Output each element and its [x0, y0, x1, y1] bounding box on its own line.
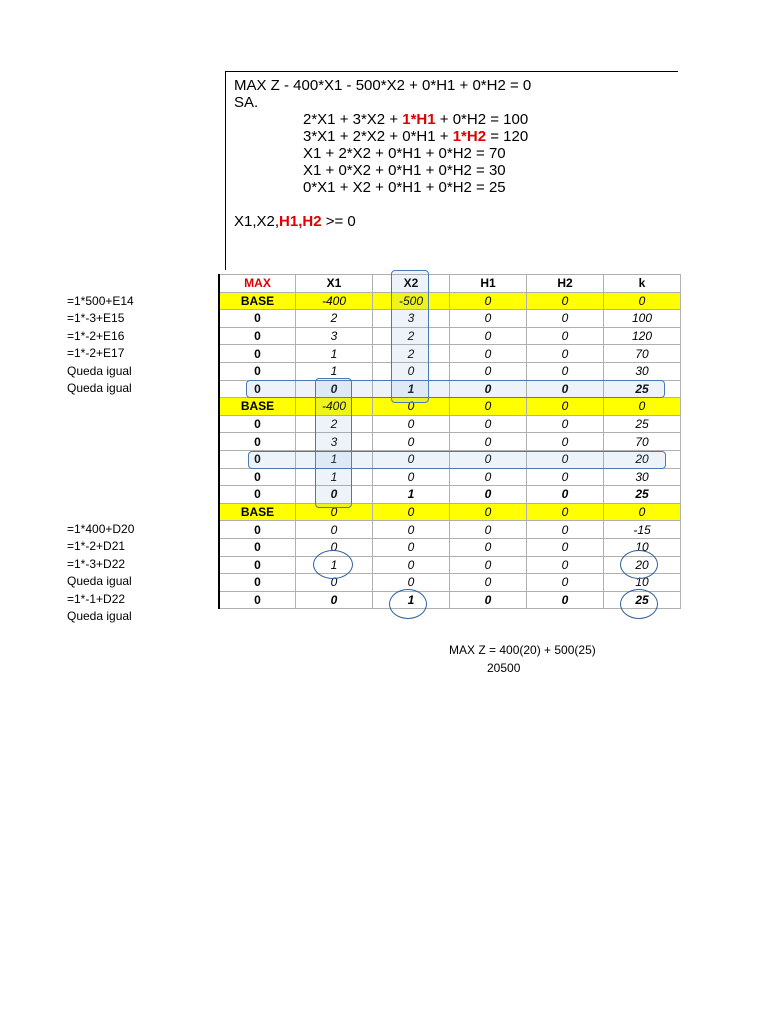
table-cell: 0: [527, 556, 604, 574]
table-cell: 0: [450, 450, 527, 468]
table-cell: 3: [296, 327, 373, 345]
table-row: [219, 292, 681, 310]
nonneg-segment: >= 0: [321, 213, 356, 230]
table-cell: 0: [450, 556, 527, 574]
table-cell: H2: [527, 275, 604, 293]
table-row: [219, 538, 681, 556]
table-cell: 0: [604, 503, 681, 521]
table-cell: 0: [450, 591, 527, 609]
table-cell: 30: [604, 468, 681, 486]
constraint-segment: 3*X1 + 2*X2 + 0*H1 +: [303, 128, 453, 145]
table-cell: 0: [373, 538, 450, 556]
table-cell: 0: [527, 327, 604, 345]
subject-to-label: SA.: [234, 94, 259, 111]
non-negativity-constraint: [234, 213, 356, 230]
table-row: [219, 380, 681, 398]
table-cell: 0: [527, 538, 604, 556]
table-cell: k: [604, 275, 681, 293]
table-cell: 25: [604, 486, 681, 504]
table-cell: 0: [373, 574, 450, 592]
table-cell: 30: [604, 362, 681, 380]
table-cell: 0: [219, 345, 296, 363]
table-cell: 0: [527, 415, 604, 433]
table-cell: -15: [604, 521, 681, 539]
constraint-line: [303, 179, 506, 196]
table-cell: 0: [450, 503, 527, 521]
table-row: [219, 486, 681, 504]
table-cell: 0: [373, 450, 450, 468]
table-cell: 1: [373, 486, 450, 504]
table-cell: 0: [373, 521, 450, 539]
table-cell: 0: [450, 345, 527, 363]
side-note: =1*-2+D21: [67, 539, 126, 554]
table-cell: 10: [604, 574, 681, 592]
table-cell: 0: [450, 310, 527, 328]
table-cell: 0: [296, 591, 373, 609]
table-cell: 0: [296, 574, 373, 592]
table-cell: 2: [373, 345, 450, 363]
constraint-segment: = 120: [486, 128, 529, 145]
table-cell: 0: [219, 521, 296, 539]
table-cell: 0: [450, 521, 527, 539]
table-row: [219, 275, 681, 293]
table-cell: 70: [604, 345, 681, 363]
table-cell: 1: [373, 380, 450, 398]
nonneg-segment: H1,H2: [279, 213, 322, 230]
table-row: [219, 327, 681, 345]
table-cell: X1: [296, 275, 373, 293]
table-cell: 25: [604, 591, 681, 609]
side-note: =1*-3+D22: [67, 556, 126, 571]
constraint-segment: X1 + 2*X2 + 0*H1 + 0*H2 = 70: [303, 145, 506, 162]
table-row: [219, 415, 681, 433]
table-cell: 20: [604, 450, 681, 468]
table-cell: 0: [527, 362, 604, 380]
table-cell: 120: [604, 327, 681, 345]
table-cell: 0: [219, 486, 296, 504]
table-cell: 0: [219, 556, 296, 574]
table-cell: 100: [604, 310, 681, 328]
table-cell: 0: [296, 521, 373, 539]
table-cell: 0: [373, 362, 450, 380]
table-cell: 0: [527, 398, 604, 416]
table-cell: 0: [450, 538, 527, 556]
side-note: =1*-3+E15: [67, 311, 125, 326]
table-cell: 0: [604, 398, 681, 416]
table-cell: 0: [373, 433, 450, 451]
table-cell: 0: [219, 310, 296, 328]
table-cell: -400: [296, 292, 373, 310]
table-cell: 1: [296, 362, 373, 380]
nonneg-segment: X1,X2,: [234, 213, 280, 230]
side-note: Queda igual: [67, 609, 132, 624]
table-cell: 70: [604, 433, 681, 451]
table-cell: 20: [604, 556, 681, 574]
constraint-segment: 0*X1 + X2 + 0*H1 + 0*H2 = 25: [303, 179, 506, 196]
table-row: [219, 468, 681, 486]
table-cell: 25: [604, 380, 681, 398]
table-cell: 0: [527, 574, 604, 592]
table-cell: 0: [450, 380, 527, 398]
constraint-segment: X1 + 0*X2 + 0*H1 + 0*H2 = 30: [303, 162, 506, 179]
table-cell: 0: [296, 380, 373, 398]
table-cell: 0: [450, 486, 527, 504]
side-note: =1*-1+D22: [67, 591, 126, 606]
table-cell: 0: [219, 468, 296, 486]
table-cell: 0: [219, 538, 296, 556]
table-cell: 1: [296, 556, 373, 574]
side-note: =1*-2+E16: [67, 328, 125, 343]
table-row: [219, 433, 681, 451]
side-note: Queda igual: [67, 574, 132, 589]
constraint-segment: 2*X1 + 3*X2 +: [303, 111, 403, 128]
table-cell: 2: [296, 415, 373, 433]
table-cell: 0: [527, 591, 604, 609]
table-cell: 0: [296, 486, 373, 504]
table-row: [219, 398, 681, 416]
table-cell: 0: [219, 433, 296, 451]
table-cell: -400: [296, 398, 373, 416]
table-cell: BASE: [219, 398, 296, 416]
table-cell: H1: [450, 275, 527, 293]
table-cell: 0: [450, 327, 527, 345]
table-cell: BASE: [219, 503, 296, 521]
table-cell: 0: [373, 503, 450, 521]
side-note: Queda igual: [67, 363, 132, 378]
table-cell: 3: [296, 433, 373, 451]
table-row: [219, 591, 681, 609]
table-cell: 0: [219, 380, 296, 398]
table-cell: 0: [219, 327, 296, 345]
table-cell: BASE: [219, 292, 296, 310]
table-cell: 0: [450, 362, 527, 380]
table-cell: -500: [373, 292, 450, 310]
constraint-line: [303, 128, 528, 145]
side-note: Queda igual: [67, 381, 132, 396]
table-cell: 2: [296, 310, 373, 328]
table-cell: 1: [296, 468, 373, 486]
table-row: [219, 574, 681, 592]
table-cell: 0: [527, 292, 604, 310]
constraint-line: [303, 111, 528, 128]
table-cell: 0: [527, 380, 604, 398]
table-cell: 0: [527, 468, 604, 486]
simplex-tableau: [218, 274, 681, 609]
table-cell: 0: [373, 556, 450, 574]
table-cell: 10: [604, 538, 681, 556]
table-cell: 0: [219, 362, 296, 380]
table-row: [219, 310, 681, 328]
result-value: 20500: [487, 661, 521, 675]
table-cell: 0: [450, 415, 527, 433]
table-cell: 0: [373, 415, 450, 433]
constraint-line: [303, 145, 506, 162]
table-cell: 0: [604, 292, 681, 310]
table-cell: 0: [527, 486, 604, 504]
table-cell: 0: [527, 521, 604, 539]
objective-function: MAX Z - 400*X1 - 500*X2 + 0*H1 + 0*H2 = 0: [234, 77, 532, 94]
side-note: =1*-2+E17: [67, 346, 125, 361]
table-cell: 0: [527, 345, 604, 363]
side-note: =1*500+E14: [67, 293, 134, 308]
table-cell: 1: [296, 450, 373, 468]
constraint-segment: 1*H2: [452, 128, 487, 145]
table-cell: 0: [219, 574, 296, 592]
table-cell: X2: [373, 275, 450, 293]
table-cell: 0: [219, 450, 296, 468]
table-cell: 0: [296, 538, 373, 556]
table-cell: 0: [296, 503, 373, 521]
result-equation: MAX Z = 400(20) + 500(25): [449, 643, 596, 657]
table-cell: 3: [373, 310, 450, 328]
table-cell: 2: [373, 327, 450, 345]
table-cell: 0: [373, 398, 450, 416]
table-cell: 0: [527, 503, 604, 521]
table-row: [219, 556, 681, 574]
table-row: [219, 362, 681, 380]
table-cell: 1: [373, 591, 450, 609]
table-cell: 0: [219, 591, 296, 609]
table-cell: 0: [219, 415, 296, 433]
table-cell: 0: [450, 292, 527, 310]
table-cell: 0: [527, 433, 604, 451]
table-cell: 0: [450, 433, 527, 451]
table-cell: 0: [450, 398, 527, 416]
table-cell: 0: [450, 468, 527, 486]
table-row: [219, 521, 681, 539]
side-note: =1*400+D20: [67, 521, 135, 536]
table-cell: 1: [296, 345, 373, 363]
constraint-line: [303, 162, 506, 179]
table-cell: 25: [604, 415, 681, 433]
table-cell: 0: [527, 310, 604, 328]
table-row: [219, 503, 681, 521]
table-cell: 0: [373, 468, 450, 486]
table-row: [219, 450, 681, 468]
constraint-segment: + 0*H2 = 100: [435, 111, 529, 128]
table-cell: MAX: [219, 275, 296, 293]
constraint-segment: 1*H1: [402, 111, 436, 128]
table-cell: 0: [450, 574, 527, 592]
table-cell: 0: [527, 450, 604, 468]
problem-statement-box: [225, 71, 678, 270]
table-row: [219, 345, 681, 363]
